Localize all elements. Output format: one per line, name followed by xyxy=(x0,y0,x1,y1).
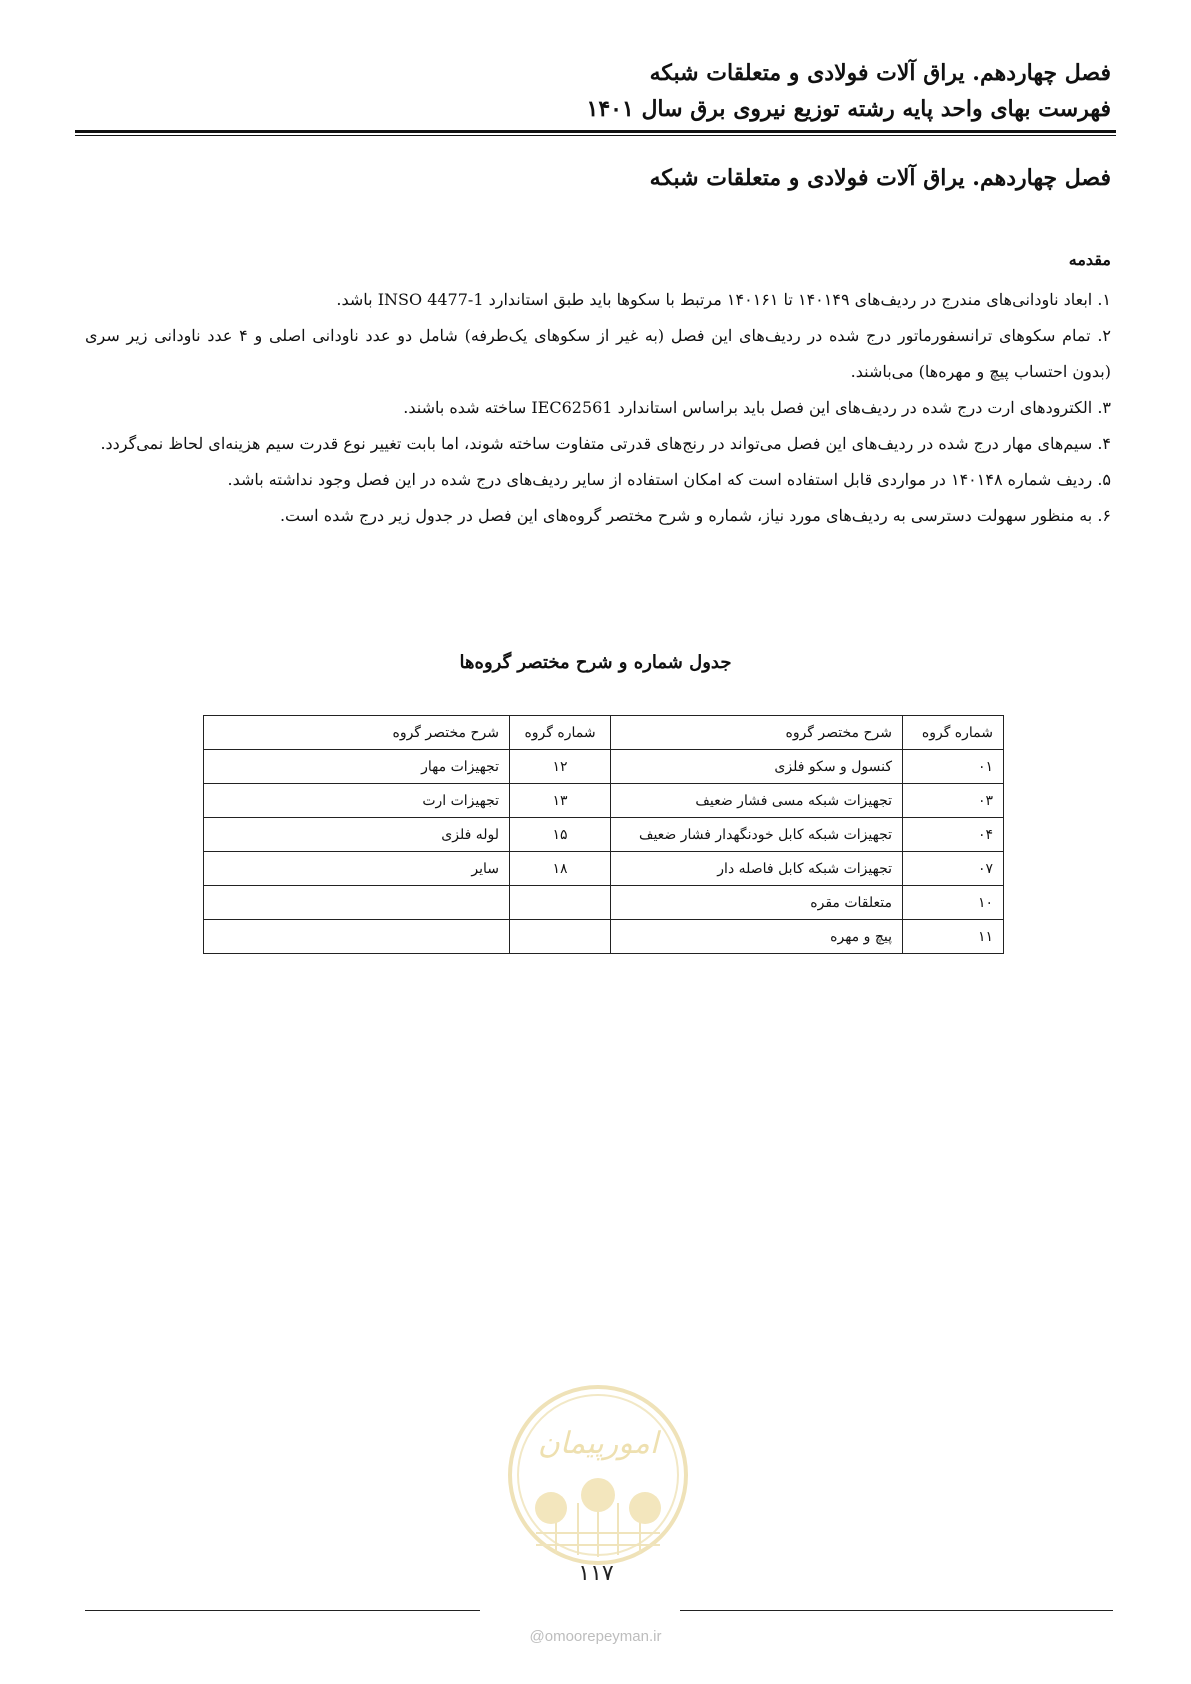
group-description-cell: تجهیزات شبکه کابل خودنگهدار فشار ضعیف xyxy=(611,818,903,852)
group-description-cell: سایر xyxy=(204,852,510,886)
group-number-cell: ۰۱ xyxy=(903,750,1004,784)
header-group-number-2: شماره گروه xyxy=(510,716,611,750)
note-4: ۴. سیم‌های مهار درج شده در ردیف‌های این فصل می‌تواند در رنج‌های قدرتی متفاوت ساخته شوند، اما بابت تغییر نوع قدرت سیم هزینه‌ای لحاظ نمی‌گردد. xyxy=(100,434,1111,453)
footer-rule-right xyxy=(680,1610,1113,1611)
intro-heading: مقدمه xyxy=(1068,250,1111,269)
header-rule-thin xyxy=(75,135,1116,136)
header-title-line: فهرست بهای واحد پایه رشته توزیع نیروی برق سال ۱۴۰۱ xyxy=(586,96,1111,122)
group-description-cell: تجهیزات شبکه کابل فاصله دار xyxy=(611,852,903,886)
group-number-cell: ۱۸ xyxy=(510,852,611,886)
group-description-cell xyxy=(204,886,510,920)
watermark-website: @omoorepeyman.ir xyxy=(529,1628,662,1645)
group-number-cell: ۱۱ xyxy=(903,920,1004,954)
note-2: ۲. تمام سکوهای ترانسفورماتور درج شده در ردیف‌های این فصل (به غیر از سکوهای یک‌طرفه) شامل دو عدد ناودانی اصلی و ۴ عدد ناودانی زیر سری (بدون احتساب پیچ و مهره‌ها) می‌باشند. xyxy=(85,326,1111,381)
group-number-cell: ۰۷ xyxy=(903,852,1004,886)
group-description-cell: لوله فلزی xyxy=(204,818,510,852)
table-row xyxy=(204,920,1004,954)
group-number-cell xyxy=(510,920,611,954)
footer-rule-left xyxy=(85,1610,480,1611)
seal-text: امورپیمان xyxy=(537,1426,659,1461)
table-row xyxy=(204,852,1004,886)
table-row xyxy=(204,886,1004,920)
header-rule-thick xyxy=(75,130,1116,133)
header-group-number: شماره گروه xyxy=(903,716,1004,750)
page-number: ۱۱۷ xyxy=(578,1561,614,1586)
omoorepeyman-seal-icon xyxy=(506,1383,690,1567)
chapter-title: فصل چهاردهم. یراق آلات فولادی و متعلقات شبکه xyxy=(649,165,1111,191)
group-description-cell: کنسول و سکو فلزی xyxy=(611,750,903,784)
header-group-description-2: شرح مختصر گروه xyxy=(204,716,510,750)
group-description-cell: پیچ و مهره xyxy=(611,920,903,954)
group-number-cell: ۰۳ xyxy=(903,784,1004,818)
group-description-cell: تجهیزات مهار xyxy=(204,750,510,784)
note-3: ۳. الکترودهای ارت درج شده در ردیف‌های این فصل باید براساس استاندارد IEC62561 ساخته شده باشند. xyxy=(403,398,1111,417)
group-number-cell: ۱۲ xyxy=(510,750,611,784)
group-number-cell: ۱۳ xyxy=(510,784,611,818)
note-6: ۶. به منظور سهولت دسترسی به ردیف‌های مورد نیاز، شماره و شرح مختصر گروه‌های این فصل در جدول زیر درج شده است. xyxy=(279,506,1111,525)
group-table-title: جدول شماره و شرح مختصر گروه‌ها xyxy=(459,652,732,673)
group-description-cell: تجهیزات ارت xyxy=(204,784,510,818)
table-header-row xyxy=(204,716,1004,750)
table-row xyxy=(204,818,1004,852)
group-number-cell: ۰۴ xyxy=(903,818,1004,852)
group-description-cell xyxy=(204,920,510,954)
header-group-description: شرح مختصر گروه xyxy=(611,716,903,750)
group-table xyxy=(203,715,1004,954)
group-number-cell: ۱۰ xyxy=(903,886,1004,920)
table-row xyxy=(204,750,1004,784)
group-description-cell: متعلقات مقره xyxy=(611,886,903,920)
note-1: ۱. ابعاد ناودانی‌های مندرج در ردیف‌های ۱۴۰۱۴۹ تا ۱۴۰۱۶۱ مرتبط با سکوها باید طبق استاندارد INSO 4477-1 باشد. xyxy=(336,290,1111,309)
group-description-cell: تجهیزات شبکه مسی فشار ضعیف xyxy=(611,784,903,818)
group-number-cell xyxy=(510,886,611,920)
header-chapter-line: فصل چهاردهم. یراق آلات فولادی و متعلقات شبکه xyxy=(649,60,1111,86)
page-header xyxy=(75,55,1111,127)
intro-notes xyxy=(85,282,1111,534)
note-5: ۵. ردیف شماره ۱۴۰۱۴۸ در مواردی قابل استفاده است که امکان استفاده از سایر ردیف‌های درج شده در این فصل وجود نداشته باشد. xyxy=(227,470,1111,489)
group-number-cell: ۱۵ xyxy=(510,818,611,852)
table-row xyxy=(204,784,1004,818)
